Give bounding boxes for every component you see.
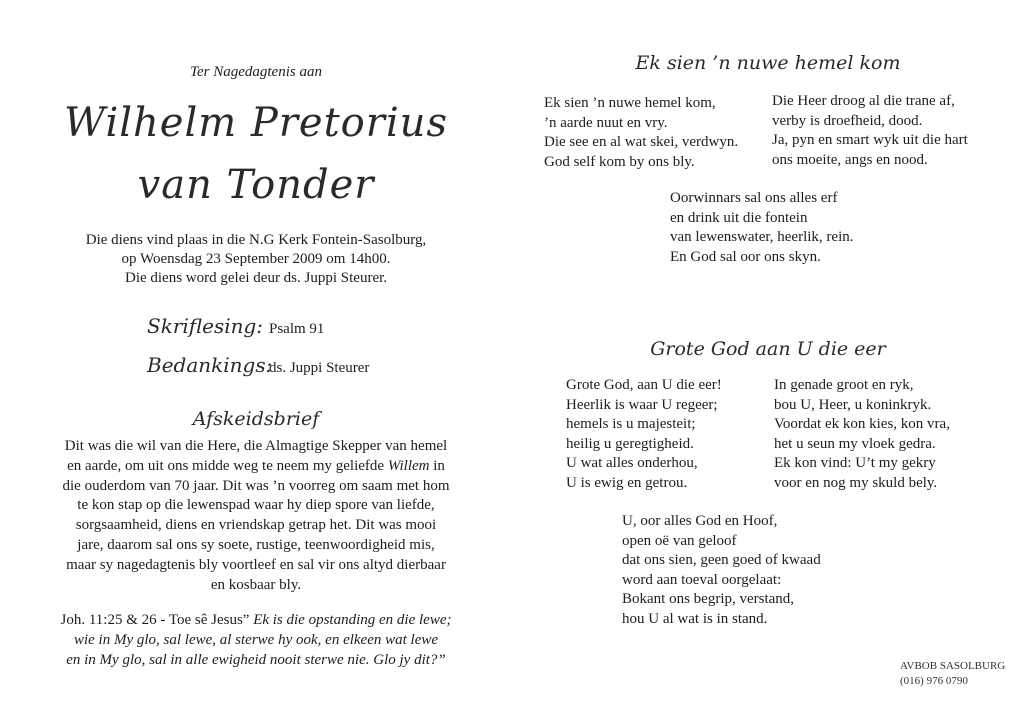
- poem-line: hemels is u majesteit;: [566, 416, 696, 433]
- skriflesing-value: Psalm 91: [269, 321, 325, 337]
- letter-line-text: in: [429, 457, 445, 474]
- poem-line: het u seun my vloek gedra.: [774, 435, 936, 452]
- verse-text: en in My glo, sal in alle ewigheid nooit sterwe nie. Glo jy dit?”: [66, 652, 446, 668]
- poem2-stanza2: [774, 376, 950, 494]
- skriflesing-label: Skriflesing:: [147, 314, 264, 338]
- bedankings-label: Bedankings:: [147, 353, 273, 377]
- funeral-home-info: [900, 659, 1005, 689]
- poem-line: open oë van geloof: [622, 532, 737, 549]
- poem2-stanza1: [566, 376, 722, 494]
- poem2-stanza3: [622, 512, 821, 630]
- poem-line: Bokant ons begrip, verstand,: [622, 591, 795, 608]
- poem-line: Heerlik is waar U regeer;: [566, 396, 718, 413]
- bedankings-value: ds. Juppi Steurer: [269, 360, 370, 376]
- verse-line: [30, 630, 482, 650]
- poem-line: hou U al wat is in stand.: [622, 610, 768, 627]
- verse-text: Ek is die opstanding en die lewe;: [253, 612, 452, 628]
- letter-line-text: en aarde, om uit ons midde weg te neem my geliefde: [67, 457, 388, 474]
- letter-line-name: Willem: [387, 457, 430, 474]
- service-line: op Woensdag 23 September 2009 om 14h00.: [121, 251, 391, 267]
- deceased-name-line1: Wilhelm Pretorius: [64, 100, 448, 146]
- poem-line: U wat alles onderhou,: [566, 455, 698, 472]
- bible-verse: [30, 610, 482, 670]
- letter-line: en kosbaar bly.: [210, 576, 302, 593]
- bedankings-row: [147, 353, 369, 377]
- letter-line: Dit was die wil van die Here, die Almagtige Skepper van hemel: [64, 438, 448, 454]
- poem-line: Ek kon vind: U’t my gekry: [774, 455, 936, 472]
- verse-line: [30, 610, 482, 630]
- poem-line: Die see en al wat skei, verdwyn.: [544, 134, 739, 151]
- funeral-home-phone: (016) 976 0790: [900, 675, 968, 687]
- poem-line: dat ons sien, geen goed of kwaad: [622, 552, 821, 569]
- poem2-title: Grote God aan U die eer: [650, 338, 886, 360]
- poem-line: voor en nog my skuld bely.: [774, 474, 938, 491]
- service-details: [0, 231, 512, 288]
- poem-line: Voordat ek kon kies, kon vra,: [774, 416, 950, 433]
- letter-line: jare, daarom sal ons sy soete, rustige, teenwoordigheid mis,: [77, 536, 435, 553]
- verse-intro: Joh. 11:25 & 26 - Toe sê Jesus”: [60, 612, 254, 628]
- verse-text: wie in My glo, sal lewe, al sterwe hy ook, en elkeen wat lewe: [73, 632, 439, 648]
- poem-line: Grote God, aan U die eer!: [566, 377, 722, 393]
- verse-line: [30, 650, 482, 670]
- poem1-stanza2: [772, 92, 968, 170]
- poem-line: U is ewig en getrou.: [566, 474, 688, 491]
- poem-line: en drink uit die fontein: [670, 209, 808, 226]
- poem-line: God self kom by ons bly.: [544, 153, 695, 170]
- letter-line: maar sy nagedagtenis bly voortleef en sal vir ons altyd dierbaar: [66, 556, 446, 573]
- poem-line: verby is droefheid, dood.: [772, 112, 923, 129]
- poem-line: Ek sien ’n nuwe hemel kom,: [544, 95, 716, 111]
- deceased-name-line2: van Tonder: [137, 162, 375, 208]
- afskeid-heading: Afskeidsbrief: [192, 408, 320, 430]
- service-line: Die diens word gelei deur ds. Juppi Steurer.: [124, 270, 388, 286]
- poem-line: bou U, Heer, u koninkryk.: [774, 396, 932, 413]
- service-line: Die diens vind plaas in die N.G Kerk Fontein-Sasolburg,: [85, 232, 427, 248]
- poem-line: Die Heer droog al die trane af,: [772, 93, 955, 109]
- poem-line: ’n aarde nuut en vry.: [544, 114, 668, 131]
- letter-line: te kon stap op die lewenspad waar hy diep spore van liefde,: [77, 497, 435, 514]
- letter-line: sorgsaamheid, diens en vriendskap getrap het. Dit was mooi: [75, 517, 437, 534]
- funeral-home-name: AVBOB SASOLBURG: [900, 660, 1006, 672]
- poem-line: Oorwinnars sal ons alles erf: [670, 190, 838, 206]
- skriflesing-row: [147, 314, 324, 338]
- poem-line: U, oor alles God en Hoof,: [622, 513, 778, 529]
- right-page: [512, 0, 1024, 724]
- poem-line: In genade groot en ryk,: [774, 377, 914, 393]
- memorial-intro: Ter Nagedagtenis aan: [190, 64, 322, 80]
- farewell-letter: [30, 437, 482, 595]
- poem-line: Ja, pyn en smart wyk uit die hart: [772, 132, 968, 149]
- poem1-stanza3: [670, 189, 854, 267]
- letter-line: [30, 457, 482, 477]
- poem-line: En God sal oor ons skyn.: [670, 248, 821, 265]
- poem-line: van lewenswater, heerlik, rein.: [670, 229, 854, 246]
- poem1-stanza1: [544, 94, 738, 172]
- poem-line: ons moeite, angs en nood.: [772, 151, 928, 168]
- poem-line: heilig u geregtigheid.: [566, 435, 694, 452]
- poem-line: word aan toeval oorgelaat:: [622, 571, 782, 588]
- poem1-title: Ek sien ’n nuwe hemel kom: [635, 52, 901, 74]
- letter-line: die ouderdom van 70 jaar. Dit was ’n voorreg om saam met hom: [62, 477, 450, 494]
